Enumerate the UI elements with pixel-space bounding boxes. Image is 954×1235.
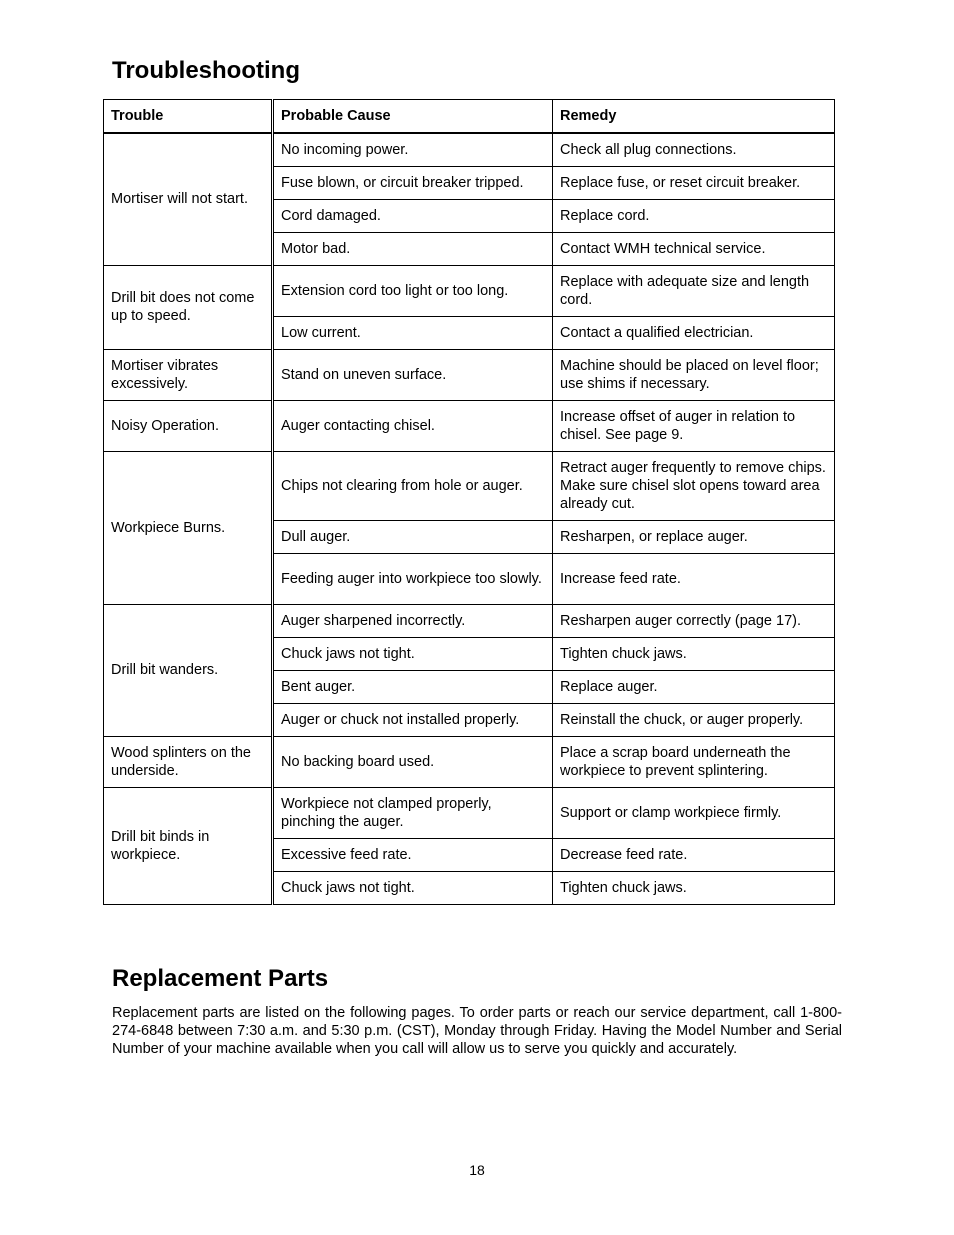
remedy-cell: Increase feed rate. bbox=[553, 553, 835, 604]
table-row bbox=[104, 451, 835, 520]
cause-cell: Bent auger. bbox=[273, 670, 553, 703]
trouble-cell: Drill bit binds in workpiece. bbox=[104, 787, 273, 904]
troubleshooting-title: Troubleshooting bbox=[112, 57, 300, 84]
table-row bbox=[104, 133, 835, 166]
cause-cell: No incoming power. bbox=[273, 133, 553, 166]
table-row bbox=[104, 265, 835, 316]
cause-cell: Auger contacting chisel. bbox=[273, 400, 553, 451]
table-header-row bbox=[104, 100, 835, 134]
cause-cell: Chips not clearing from hole or auger. bbox=[273, 451, 553, 520]
remedy-cell: Resharpen, or replace auger. bbox=[553, 520, 835, 553]
cause-cell: Feeding auger into workpiece too slowly. bbox=[273, 553, 553, 604]
remedy-cell: Support or clamp workpiece firmly. bbox=[553, 787, 835, 838]
troubleshooting-table bbox=[103, 99, 835, 905]
header-probable-cause: Probable Cause bbox=[273, 100, 553, 134]
cause-cell: Auger sharpened incorrectly. bbox=[273, 604, 553, 637]
remedy-cell: Tighten chuck jaws. bbox=[553, 871, 835, 904]
cause-cell: Low current. bbox=[273, 316, 553, 349]
cause-cell: Fuse blown, or circuit breaker tripped. bbox=[273, 166, 553, 199]
cause-cell: No backing board used. bbox=[273, 736, 553, 787]
cause-cell: Workpiece not clamped properly, pinching the auger. bbox=[273, 787, 553, 838]
replacement-parts-paragraph: Replacement parts are listed on the following pages. To order parts or reach our service department, call 1-800-274-6848 between 7:30 a.m. and 5:30 p.m. (CST), Monday through Friday. Having the Model Number and Serial Number of your machine available when you call will allow us to serve you quickly and accurately. bbox=[112, 1005, 842, 1057]
cause-cell: Motor bad. bbox=[273, 232, 553, 265]
trouble-cell: Drill bit wanders. bbox=[104, 604, 273, 736]
remedy-cell: Contact a qualified electrician. bbox=[553, 316, 835, 349]
cause-cell: Extension cord too light or too long. bbox=[273, 265, 553, 316]
remedy-cell: Reinstall the chuck, or auger properly. bbox=[553, 703, 835, 736]
replacement-parts-title: Replacement Parts bbox=[112, 965, 329, 992]
remedy-cell: Replace cord. bbox=[553, 199, 835, 232]
cause-cell: Stand on uneven surface. bbox=[273, 349, 553, 400]
cause-cell: Chuck jaws not tight. bbox=[273, 637, 553, 670]
trouble-cell: Workpiece Burns. bbox=[104, 451, 273, 604]
table-row bbox=[104, 400, 835, 451]
trouble-cell: Mortiser vibrates excessively. bbox=[104, 349, 273, 400]
cause-cell: Chuck jaws not tight. bbox=[273, 871, 553, 904]
remedy-cell: Replace fuse, or reset circuit breaker. bbox=[553, 166, 835, 199]
remedy-cell: Decrease feed rate. bbox=[553, 838, 835, 871]
remedy-cell: Increase offset of auger in relation to chisel. See page 9. bbox=[553, 400, 835, 451]
remedy-cell: Replace auger. bbox=[553, 670, 835, 703]
remedy-cell: Resharpen auger correctly (page 17). bbox=[553, 604, 835, 637]
remedy-cell: Check all plug connections. bbox=[553, 133, 835, 166]
trouble-cell: Drill bit does not come up to speed. bbox=[104, 265, 273, 349]
remedy-cell: Tighten chuck jaws. bbox=[553, 637, 835, 670]
header-trouble: Trouble bbox=[104, 100, 273, 134]
remedy-cell: Place a scrap board underneath the workpiece to prevent splintering. bbox=[553, 736, 835, 787]
remedy-cell: Contact WMH technical service. bbox=[553, 232, 835, 265]
table-row bbox=[104, 736, 835, 787]
table-row bbox=[104, 349, 835, 400]
trouble-cell: Mortiser will not start. bbox=[104, 133, 273, 265]
page-number: 18 bbox=[469, 1162, 485, 1178]
remedy-cell: Replace with adequate size and length cord. bbox=[553, 265, 835, 316]
cause-cell: Excessive feed rate. bbox=[273, 838, 553, 871]
cause-cell: Auger or chuck not installed properly. bbox=[273, 703, 553, 736]
remedy-cell: Retract auger frequently to remove chips. Make sure chisel slot opens toward area already cut. bbox=[553, 451, 835, 520]
header-remedy: Remedy bbox=[553, 100, 835, 134]
trouble-cell: Noisy Operation. bbox=[104, 400, 273, 451]
remedy-cell: Machine should be placed on level floor; use shims if necessary. bbox=[553, 349, 835, 400]
cause-cell: Cord damaged. bbox=[273, 199, 553, 232]
table-row bbox=[104, 787, 835, 838]
table-row bbox=[104, 604, 835, 637]
trouble-cell: Wood splinters on the underside. bbox=[104, 736, 273, 787]
cause-cell: Dull auger. bbox=[273, 520, 553, 553]
